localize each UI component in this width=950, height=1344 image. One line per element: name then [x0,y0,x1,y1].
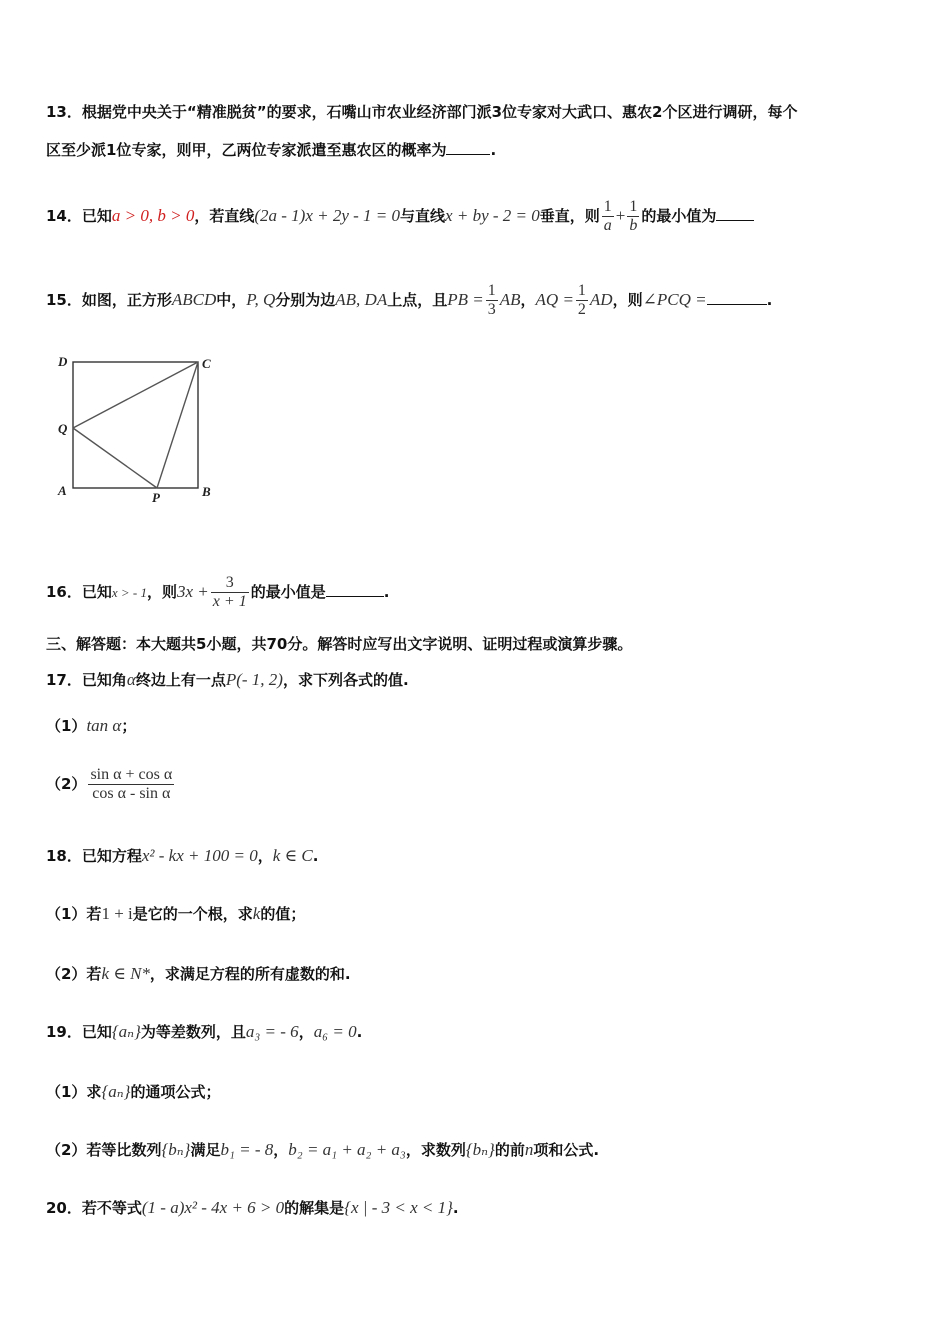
q14-line-equation-2: x + by - 2 = 0 [445,206,540,225]
square-figure [44,350,224,510]
q19-text: 为等差数列，且 [140,1023,246,1041]
q17-part2-label: （2） [46,775,87,793]
q15-ad: AD [589,290,613,309]
q19-n: n [524,1140,534,1159]
q18-k: k [252,904,261,923]
q16-condition: x > - 1 [111,585,147,600]
q17-part1-end: ； [121,717,137,735]
q19-part1-end: 的通项公式； [130,1083,221,1101]
q15-fraction-third: $\frac{1}{3}$ [487,282,496,318]
q20 [46,1198,459,1218]
q16 [46,574,389,611]
q14-text: ，若直线 [194,207,255,225]
q19-a3: a₃ = - 6 [245,1022,299,1041]
q20-end: . [452,1199,459,1217]
q15-pb: PB = [447,290,484,309]
q18-part2-label: （2）若 [46,965,102,983]
q16-fraction: $\frac{3}{x + 1}$ [212,574,247,610]
q15-text: 中， [216,291,247,309]
q14 [46,198,754,235]
q13-text: 区至少派1位专家，则甲，乙两位专家派遣至惠农区的概率为 [46,141,447,159]
q15-end: . [766,291,773,309]
q13-line1: 13．根据党中央关于“精准脱贫”的要求，石嘴山市农业经济部门派3位专家对大武口、惠农2个区进行调研，每个 [46,103,798,121]
q19-end: . [356,1023,363,1041]
q18-end: . [312,847,319,865]
q19-sep: ， [273,1141,289,1159]
q14-text: 与直线 [400,207,446,225]
q19-text: ，求数列 [405,1141,466,1159]
q18 [46,846,318,866]
q13-line2 [46,140,496,160]
q14-text: 垂直，则 [539,207,600,225]
q15-points: P, Q [246,290,276,309]
q19-part2-label: （2）若等比数列 [46,1141,162,1159]
q18-part2 [46,964,351,984]
q18-part1 [46,904,305,924]
q17-point: P(- 1, 2) [225,670,283,689]
q16-expression: 3x + [177,582,209,601]
q17-part2 [46,766,176,803]
q16-end: . [383,583,390,601]
q19-sequence-a: {aₙ} [111,1022,141,1041]
answer-blank [326,582,384,597]
q16-prefix: 16．已知 [46,583,112,601]
section-3-heading: 三、解答题：本大题共5小题，共70分。解答时应写出文字说明、证明过程或演算步骤。 [46,635,633,653]
q19-sep: ， [298,1023,314,1041]
q14-fraction-a: $\frac{1}{a}$ [603,198,612,234]
q19-part1 [46,1082,220,1102]
q19-b1: b₁ = - 8 [220,1140,274,1159]
q17 [46,670,409,690]
q20-solution-set: {x | - 3 < x < 1} [344,1198,453,1217]
q18-text: 是它的一个根，求 [132,905,253,923]
q16-text: ，则 [147,583,178,601]
q18-part2-end: ，求满足方程的所有虚数的和. [149,965,351,983]
label-p: P [152,490,160,505]
q19-part2 [46,1140,599,1160]
q15-aq: AQ = [535,290,574,309]
q17-part1 [46,716,136,736]
q18-k-natural: k ∈ N* [101,964,150,983]
q15-sep: ， [520,291,536,309]
label-a: A [58,483,67,498]
q15 [46,282,772,319]
q14-condition: a > 0, b > 0 [111,206,195,225]
q19-part2-end: 项和公式. [533,1141,600,1159]
q20-prefix: 20．若不等式 [46,1199,142,1217]
answer-blank [707,290,767,305]
q15-angle: ∠PCQ = [642,290,707,309]
q15-edges: AB, DA [335,290,388,309]
q13-end: . [490,141,497,159]
label-q: Q [58,421,68,436]
q14-prefix: 14．已知 [46,207,112,225]
q15-ab: AB [499,290,521,309]
q18-prefix: 18．已知方程 [46,847,142,865]
q17-suffix: ，求下列各式的值. [282,671,409,689]
q17-prefix: 17．已知角 [46,671,127,689]
q17-part1-label: （1） [46,717,87,735]
q15-prefix: 15．如图，正方形 [46,291,172,309]
q14-fraction-b: $\frac{1}{b}$ [629,198,638,234]
label-c: C [202,356,211,371]
q15-text: 上点，且 [387,291,448,309]
q15-square: ABCD [171,290,217,309]
answer-blank [446,140,490,155]
q14-plus: + [615,206,626,225]
answer-blank [716,206,754,221]
q15-fraction-half: $\frac{1}{2}$ [577,282,586,318]
q18-part1-end: 的值； [260,905,306,923]
q19-text: 的前 [494,1141,525,1159]
q19-part1-label: （1）求 [46,1083,102,1101]
q16-suffix: 的最小值是 [250,583,326,601]
q19 [46,1022,362,1042]
q19-a6: a₆ = 0 [313,1022,357,1041]
label-d: D [58,354,68,369]
q17-fraction: $\frac{\text{sin α + cos α}}{\text{cos α - sin α}}$ [90,766,173,802]
q19-sequence-b: {bₙ} [465,1140,495,1159]
q18-condition: k ∈ C [272,846,313,865]
q17-text: 终边上有一点 [135,671,226,689]
q19-sequence-b: {bₙ} [161,1140,191,1159]
q14-suffix: 的最小值为 [641,207,717,225]
label-b: B [202,484,211,499]
q18-equation: x² - kx + 100 = 0 [141,846,258,865]
q18-sep: ， [257,847,273,865]
q20-inequality: (1 - a)x² - 4x + 6 > 0 [141,1198,285,1217]
q19-prefix: 19．已知 [46,1023,112,1041]
q15-text: ，则 [612,291,643,309]
q20-text: 的解集是 [284,1199,345,1217]
q19-b2: b₂ = a₁ + a₂ + a₃ [288,1140,406,1159]
q17-alpha: α [126,670,136,689]
q19-sequence-a: {aₙ} [101,1082,131,1101]
q19-text: 满足 [190,1141,221,1159]
q17-tan: tan α [86,716,122,735]
q18-part1-label: （1）若 [46,905,102,923]
q14-line-equation-1: (2a - 1)x + 2y - 1 = 0 [254,206,401,225]
q15-text: 分别为边 [275,291,336,309]
q18-root: 1 + i [101,904,133,923]
